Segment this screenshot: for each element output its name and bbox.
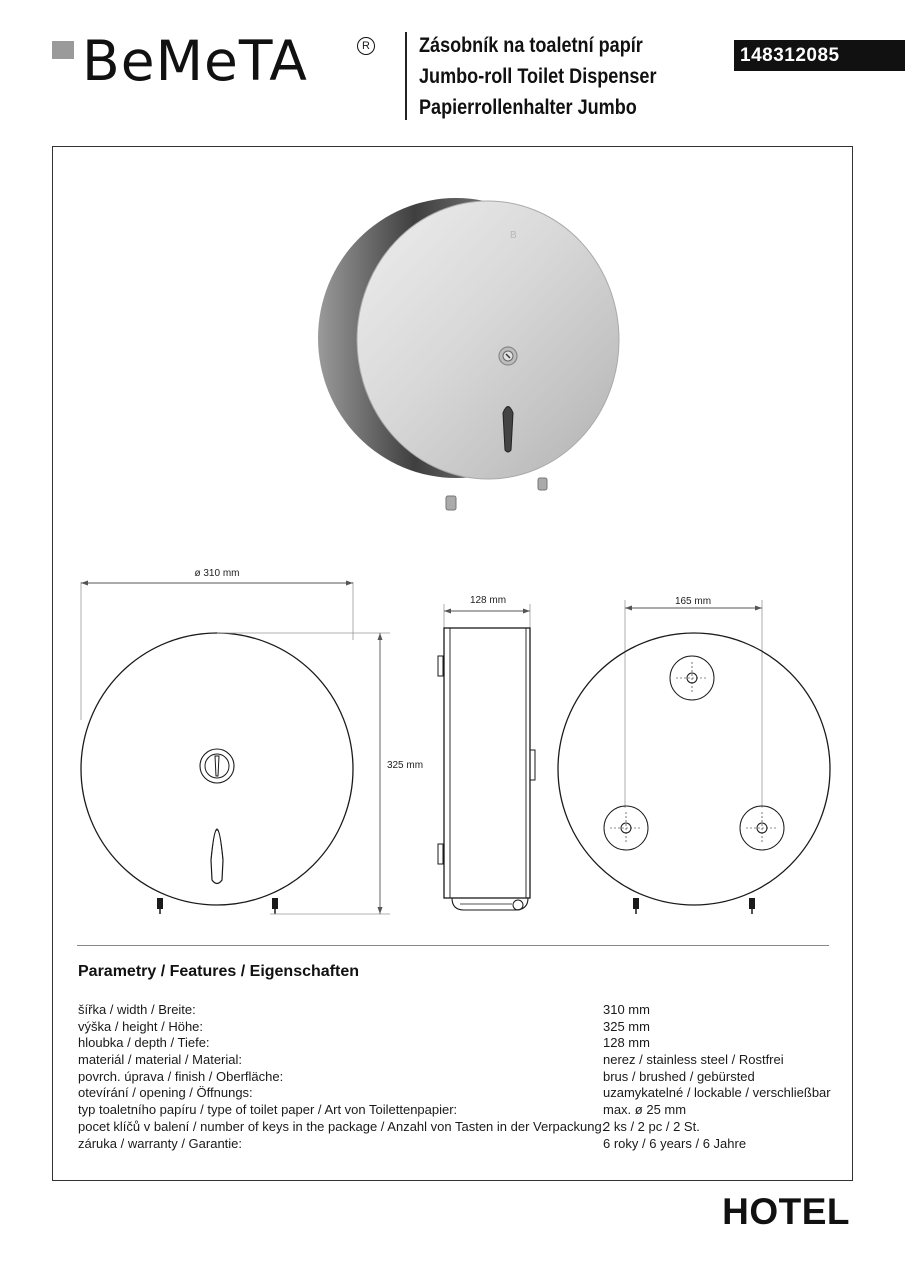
viewing-slot-outline bbox=[211, 829, 223, 884]
spec-label: šířka / width / Breite: bbox=[78, 1002, 196, 1017]
spec-label: výška / height / Höhe: bbox=[78, 1018, 204, 1034]
spec-label: typ toaletního papíru / type of toilet paper / Art von Toilettenpapier: bbox=[78, 1102, 458, 1118]
emblem-mark: B bbox=[510, 230, 517, 241]
spec-value: uzamykatelné / lockable / verschließbar bbox=[603, 1085, 831, 1101]
mount-spacing-label: 165 mm bbox=[674, 596, 712, 607]
spec-value: 2 ks / 2 pc / 2 St. bbox=[603, 1118, 700, 1134]
front-width-label: ø 310 mm bbox=[194, 568, 240, 579]
spec-row-height bbox=[78, 1019, 838, 1036]
spec-label: materiál / material / Material: bbox=[78, 1052, 242, 1068]
category-tag: HOTEL bbox=[722, 1191, 850, 1232]
spec-row-width bbox=[78, 1002, 838, 1019]
spec-value: max. ø 25 mm bbox=[603, 1102, 687, 1118]
spec-row-depth bbox=[78, 1035, 838, 1052]
spec-row-paper-type bbox=[78, 1102, 838, 1119]
spec-value: 325 mm bbox=[603, 1018, 650, 1034]
front-circle bbox=[81, 633, 353, 905]
side-view-drawing bbox=[438, 595, 535, 910]
section-divider bbox=[77, 945, 829, 946]
spec-value: nerez / stainless steel / Rostfrei bbox=[603, 1052, 784, 1068]
height-label: 325 mm bbox=[386, 760, 424, 771]
depth-label: 128 mm bbox=[469, 595, 507, 606]
title-en: Jumbo-roll Toilet Dispenser bbox=[419, 65, 657, 88]
spec-label: otevírání / opening / Öffnungs: bbox=[78, 1085, 253, 1101]
title-cs: Zásobník na toaletní papír bbox=[419, 34, 643, 57]
spec-label: záruka / warranty / Garantie: bbox=[78, 1135, 243, 1151]
title-divider bbox=[405, 32, 407, 120]
spec-row-material bbox=[78, 1052, 838, 1069]
spec-value: brus / brushed / gebürsted bbox=[603, 1068, 755, 1084]
mount-hole-left-icon bbox=[604, 806, 648, 850]
spec-row-finish bbox=[78, 1069, 838, 1086]
brand-logo: BeMeTA bbox=[82, 29, 308, 93]
mount-hole-right-icon bbox=[740, 806, 784, 850]
features-heading: Parametry / Features / Eigenschaften bbox=[78, 963, 359, 980]
product-titles bbox=[419, 30, 695, 123]
spec-value: 6 roky / 6 years / 6 Jahre bbox=[603, 1135, 747, 1151]
front-view-drawing bbox=[81, 568, 353, 914]
spec-row-opening bbox=[78, 1085, 838, 1102]
height-dimension bbox=[217, 633, 423, 914]
foot-left bbox=[446, 496, 456, 510]
spec-label: pocet klíčů v balení / number of keys in the package / Anzahl von Tasten in der Verpackung: bbox=[78, 1118, 606, 1134]
spec-label: hloubka / depth / Tiefe: bbox=[78, 1035, 210, 1051]
spec-row-warranty bbox=[78, 1136, 838, 1153]
spec-label: povrch. úprava / finish / Oberfläche: bbox=[78, 1068, 284, 1084]
technical-drawings bbox=[60, 560, 845, 930]
foot-right bbox=[538, 478, 547, 490]
spec-value: 310 mm bbox=[603, 1002, 650, 1017]
viewing-slot bbox=[503, 407, 513, 453]
logo-square bbox=[52, 41, 74, 59]
spec-value: 128 mm bbox=[603, 1035, 650, 1051]
back-view-drawing bbox=[558, 596, 830, 914]
product-photo bbox=[310, 188, 630, 518]
spec-table bbox=[78, 1002, 838, 1152]
spec-row-keys bbox=[78, 1119, 838, 1136]
product-code-badge: 148312085 bbox=[734, 40, 905, 71]
registered-mark: R bbox=[357, 37, 375, 55]
mount-hole-top-icon bbox=[670, 656, 714, 700]
title-de: Papierrollenhalter Jumbo bbox=[419, 96, 637, 119]
